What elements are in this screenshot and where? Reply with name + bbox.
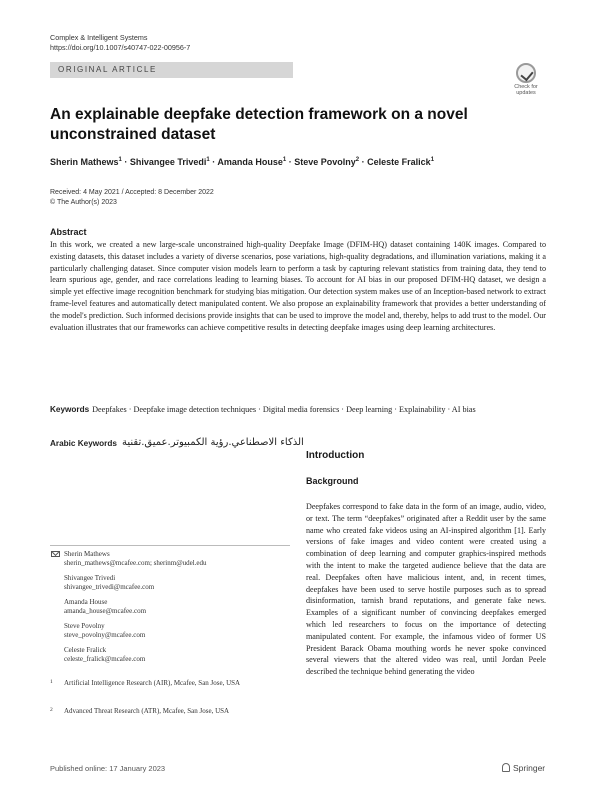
article-type-banner <box>50 62 293 78</box>
article-dates <box>50 188 214 208</box>
check-updates-icon <box>516 63 536 83</box>
contact-entry: Shivangee Trivedi shivangee_trivedi@mcafee.com <box>64 574 294 592</box>
footnote-divider <box>50 545 290 546</box>
author[interactable]: Amanda House$^1$ <box>217 157 287 167</box>
contact-entry: Celeste Fralick celeste_fralick@mcafee.com <box>64 646 294 664</box>
author[interactable]: Celeste Fralick$^1$ <box>367 157 435 167</box>
check-for-updates-badge[interactable] <box>509 63 543 97</box>
copyright: © The Author(s) 2023 <box>50 199 117 206</box>
journal-name: Complex & Intelligent Systems <box>50 33 148 42</box>
contact-entry: Steve Povolny steve_povolny@mcafee.com <box>64 622 294 640</box>
contact-email[interactable]: sherin_mathews@mcafee.com; sherinm@udel.edu <box>64 559 207 567</box>
contact-entry: Amanda House amanda_house@mcafee.com <box>64 598 294 616</box>
published-date: Published online: 17 January 2023 <box>50 764 166 773</box>
contact-email[interactable]: amanda_house@mcafee.com <box>64 607 147 615</box>
contact-entry: Sherin Mathews sherin_mathews@mcafee.com; sherinm@udel.edu <box>64 550 294 568</box>
affiliation: 2 Advanced Threat Research (ATR), Mcafee, San Jose, USA <box>50 707 230 715</box>
springer-horse-icon <box>502 763 510 772</box>
keywords-text: Deepfakes · Deepfake image detection techniques · Digital media forensics · Deep learning · Explainability · AI bias <box>92 405 476 414</box>
author-list: Sherin Mathews$^1$ · Shivangee Trivedi$^1$ · Amanda House$^1$ · Steve Povolny$^2$ · Celeste Fralick$^1$ <box>50 157 435 167</box>
check-updates-label: Check for updates <box>514 84 538 96</box>
mail-icon <box>51 551 60 557</box>
background-text: Deepfakes correspond to fake data in the form of an image, audio, video, or text. The term “deepfakes” originated after a Reddit user by the same name who created fake videos using an AI-inspired algorithm [1]. Early versions of fake images and video content were created using a combination of deep learning and computer graphics-inspired methods with the intent to make the targeted audience believe that the data are real. Deepfakes often have malicious intent, and, in recent times, deepfakes have been used to serve hostile purposes such as to spread disinformation, tarnish brand reputations, and generate fake news. Examples of a significant number of convincing deepfakes emerged which led researchers to focus on the importance of detecting manipulated content. For example, the infamous video of former US President Barack Obama mouthing words he never spoke convinced several viewers that the altered video was real, until Jordan Peele described the technique behind generating the video <box>306 502 546 677</box>
author[interactable]: Steve Povolny$^2$ <box>294 157 360 167</box>
article-title: An explainable deepfake detection framework on a novel unconstrained dataset <box>50 106 468 143</box>
contact-email[interactable]: steve_povolny@mcafee.com <box>64 631 146 639</box>
journal-header <box>50 33 190 53</box>
author[interactable]: Shivangee Trivedi$^1$ <box>129 157 210 167</box>
journal-doi[interactable]: https://doi.org/10.1007/s40747-022-00956-7 <box>50 43 191 52</box>
background-heading: Background <box>306 476 359 486</box>
contact-email[interactable]: celeste_fralick@mcafee.com <box>64 655 146 663</box>
publisher-logo <box>502 763 545 773</box>
affiliation: 1 Artificial Intelligence Research (AIR), Mcafee, San Jose, USA <box>50 679 241 687</box>
article-type: ORIGINAL ARTICLE <box>58 65 157 74</box>
keywords-label: Keywords <box>50 405 90 414</box>
introduction-heading: Introduction <box>306 450 365 461</box>
author[interactable]: Sherin Mathews$^1$ <box>50 157 122 167</box>
publisher-name: Springer <box>513 763 546 773</box>
arabic-keywords-label: Arabic Keywords <box>50 439 117 448</box>
arabic-keywords-text: الذكاء الاصطناعي.رؤية الكمبيوتر.عميق.تقنية <box>122 437 304 448</box>
arabic-keywords <box>50 437 550 453</box>
keywords <box>50 404 550 416</box>
received-accepted: Received: 4 May 2021 / Accepted: 8 December 2022 <box>50 189 214 196</box>
contact-email[interactable]: shivangee_trivedi@mcafee.com <box>64 583 155 591</box>
abstract-heading: Abstract <box>50 227 87 237</box>
abstract-text: In this work, we created a new large-scale unconstrained high-quality Deepfake Image (DFIM-HQ) dataset containing 140K images. Compared to existing datasets, this dataset includes a variety of diverse scenarios, pose variations, high-quality degradations, and illumination variations, making it a particularly challenging dataset. Since computer vision models learn to perform a task by capturing relevant statistics from training data, they tend to learn spurious age, gender, and race correlations leading to learning biases. To account for AI bias in our proposed DFIM-HQ dataset, we design a simple yet effective image recognition benchmark for studying bias mitigation. Our detection system makes use of an Inception-based network to extract frame-level features and automatically detect manipulated content. We also propose an explainability framework that provides a better understanding of the model's prediction. Such informed decisions provide insights that can be used to improve the model and, thereby, helps to add trust to the model. Our evaluation illustrates that our frameworks can achieve competitive results in detecting deepfake images using deep learning architectures. <box>50 240 546 332</box>
